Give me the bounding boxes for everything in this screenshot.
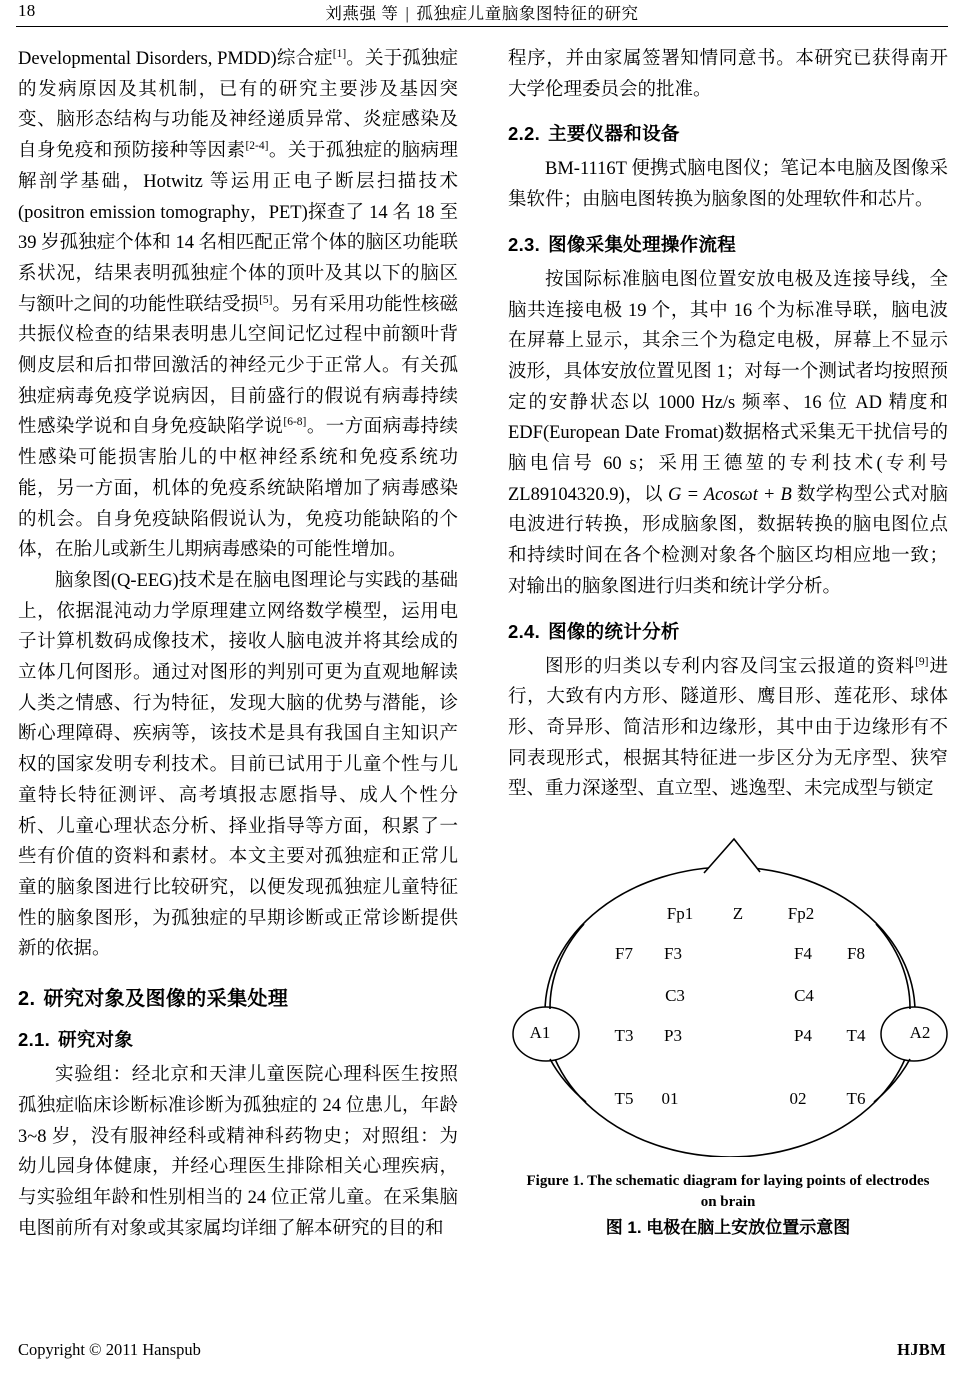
electrode-label-f4: F4 [794, 944, 812, 964]
electrode-label-t4: T4 [846, 1026, 866, 1046]
section-title-2: 研究对象及图像的采集处理 [43, 988, 289, 1011]
section-number-2: 2. [18, 988, 36, 1011]
citation-ref-5: [5] [259, 293, 273, 306]
citation-ref-2-4: [2-4] [245, 139, 269, 152]
electrode-label-c4: C4 [794, 986, 814, 1006]
figure-1-caption-en-line1: Figure 1. The schematic diagram for laying points of electrodes [526, 1173, 930, 1190]
section-title-2-4: 图像的统计分析 [548, 620, 680, 642]
paragraph-instruments: BM-1116T 便携式脑电图仪；笔记本电脑及图像采集软件；由脑电图转换为脑象图的处理软件和芯片。 [508, 159, 948, 211]
running-head [0, 0, 964, 34]
figure-1-canvas [508, 827, 948, 1157]
running-head-title [16, 0, 948, 24]
section-number-2-1: 2.1. [18, 1029, 51, 1051]
electrode-label-z: Z [732, 904, 744, 924]
nose-triangle [704, 839, 760, 873]
section-title-2-1: 研究对象 [58, 1029, 134, 1051]
journal-abbreviation: HJBM [897, 1340, 946, 1359]
section-title-2-2: 主要仪器和设备 [548, 123, 680, 145]
paragraph-statistical-analysis: 图形的归类以专利内容及闫宝云报道的资料[9]进行，大致有内方形、隧道形、鹰目形、莲花形、球体形、奇异形、简洁形和边缘形，其中由于边缘形有不同表现形式，根据其特征进一步区分为无序型、狭窄型、重力深遂型、直立型、逃逸型、未完成型与锁定 [508, 655, 948, 800]
section-number-2-3: 2.3. [508, 233, 541, 255]
paragraph-intro-continued: Developmental Disorders, PMDD)综合症[1]。关于孤独症的发病原因及其机制，已有的研究主要涉及基因突变、脑形态结构与功能及神经递质异常、炎症感染及自身免疫和预防接种等因素[2-4]。关于孤独症的脑病理解剖学基础，Hotwitz 等运用正电子断层扫描技术(positron emission tomography，PET)探查了 14 名 18 至 39 岁孤独症个体和 14 名相匹配正常个体的脑区功能联系状况，结果表明孤独症个体的顶叶及其以下的脑区与额叶之间的功能性联结受损[5]。另有采用功能性核磁共振仪检查的结果表明患儿空间记忆过程中前额叶背侧皮层和后扣带回激活的神经元少于正常人。有关孤独症病毒免疫学说病因，目前盛行的假说有病毒持续性感染学说和自身免疫缺陷学说[6-8]。一方面病毒持续性感染可能损害胎儿的中枢神经系统和免疫系统功能，另一方面，机体的免疫系统缺陷增加了病毒感染的机会。自身免疫缺陷假说认为，免疫功能缺陷的个体，在胎儿或新生儿期病毒感染的可能性增加。 [18, 47, 458, 561]
acquisition-text-part2: 数学构型公式对脑电波进行转换，形成脑象图，数据转换的脑电图位点和持续时间在各个检测对象各个脑区均相应地一致；对输出的脑象图进行归类和统计学分析。 [508, 484, 948, 597]
brain-electrode-schematic-svg [508, 827, 948, 1157]
paragraph-consent-continued: 程序，并由家属签署知情同意书。本研究已获得南开大学伦理委员会的批准。 [508, 49, 948, 100]
right-column [508, 44, 948, 1239]
electrode-label-f3: F3 [664, 944, 682, 964]
electrode-label-fp1: Fp1 [666, 904, 694, 924]
electrode-label-t6: T6 [846, 1089, 866, 1109]
electrode-label-a1: A1 [529, 1023, 551, 1043]
figure-1-caption-en-line2: on brain [700, 1194, 756, 1211]
paragraph-study-subjects: 实验组：经北京和天津儿童医院心理科医生按照孤独症临床诊断标准诊断为孤独症的 24 位患儿，年龄 3~8 岁，没有服神经科或精神科药物史；对照组：为幼儿园身体健康，并经心理医生排除相关心理疾病，与实验组年龄和性别相当的 24 位正常儿童。在采集脑电图前所有对象或其家属均详细了解本研究的目的和 [18, 1065, 458, 1239]
citation-ref-6-8: [6-8] [283, 416, 307, 429]
citation-ref-1: [1] [332, 47, 347, 60]
paragraph-qeeg-technique: 脑象图(Q-EEG)技术是在脑电图理论与实践的基础上，依据混沌动力学原理建立网络数学模型，运用电子计算机数码成像技术，接收人脑电波并将其绘成的立体几何图形。通过对图形的判别可更为直观地解读人类之情感、行为特征，发现大脑的优势与潜能，诊断心理障碍、疾病等，该技术是具有我国自主知识产权的国家发明专利技术。目前已试用于儿童个性与儿童特长特征测评、高考填报志愿指导、成人个性分析、儿童心理状态分析、择业指导等方面，积累了一些有价值的资料和素材。本文主要对孤独症和正常儿童的脑象图进行比较研究，以便发现孤独症儿童特征性的脑象图形，为孤独症的早期诊断或正常诊断提供新的依据。 [18, 570, 458, 960]
electrode-label-f8: F8 [847, 944, 865, 964]
electrode-label-t3: T3 [614, 1026, 634, 1046]
copyright-notice: Copyright © 2011 Hanspub [18, 1340, 201, 1359]
article-body [18, 44, 948, 1314]
left-column [18, 44, 458, 1244]
running-head-separator: | [405, 4, 410, 23]
figure-1 [508, 827, 948, 1239]
figure-1-caption-cn: 图 1. 电极在脑上安放位置示意图 [605, 1218, 851, 1238]
section-number-2-2: 2.2. [508, 123, 541, 145]
electrode-label-t5: T5 [614, 1089, 634, 1109]
section-title-2-3: 图像采集处理操作流程 [548, 233, 737, 255]
electrode-label-fp2: Fp2 [787, 904, 815, 924]
running-head-rule [16, 0, 948, 27]
page-footer [18, 1340, 946, 1364]
section-heading-2-1 [18, 1026, 458, 1052]
electrode-label-p4: P4 [794, 1026, 812, 1046]
page-number: 18 [18, 1, 36, 20]
section-heading-2-2 [508, 120, 948, 146]
electrode-label-c3: C3 [665, 986, 685, 1006]
running-head-authors: 刘燕强 等 [325, 4, 399, 23]
paragraph-acquisition-workflow [508, 265, 948, 603]
running-head-article-title: 孤独症儿童脑象图特征的研究 [416, 4, 639, 23]
figure-1-caption-en [508, 1171, 948, 1213]
section-heading-2 [18, 982, 458, 1011]
citation-ref-9: [9] [915, 655, 929, 668]
section-number-2-4: 2.4. [508, 620, 541, 642]
electrode-label-f7: F7 [615, 944, 633, 964]
electrode-label-p3: P3 [664, 1026, 682, 1046]
acquisition-text-part1: 按国际标准脑电图位置安放电极及连接导线，全脑共连接电极 19 个，其中 16 个为标准导联，脑电波在屏幕上显示，其余三个为稳定电极，屏幕上不显示波形，具体安放位置见图 1；对每一个测试者均按照预定的安静状态以 1000 Hz/s 频率、16 位 AD 精度和 EDF(European Date Fromat)数据格式采集无干扰信号的脑电信号 60 s；采用王德堃的专利技术(专利号 ZL89104320.9)，以 [508, 269, 948, 505]
electrode-label-02: 02 [789, 1089, 807, 1109]
electrode-label-01: 01 [661, 1089, 679, 1109]
head-outline-ellipse [545, 867, 915, 1157]
construction-formula: G = Acosωt + B [668, 484, 792, 505]
section-heading-2-3 [508, 231, 948, 257]
electrode-label-a2: A2 [909, 1023, 931, 1043]
section-heading-2-4 [508, 618, 948, 644]
